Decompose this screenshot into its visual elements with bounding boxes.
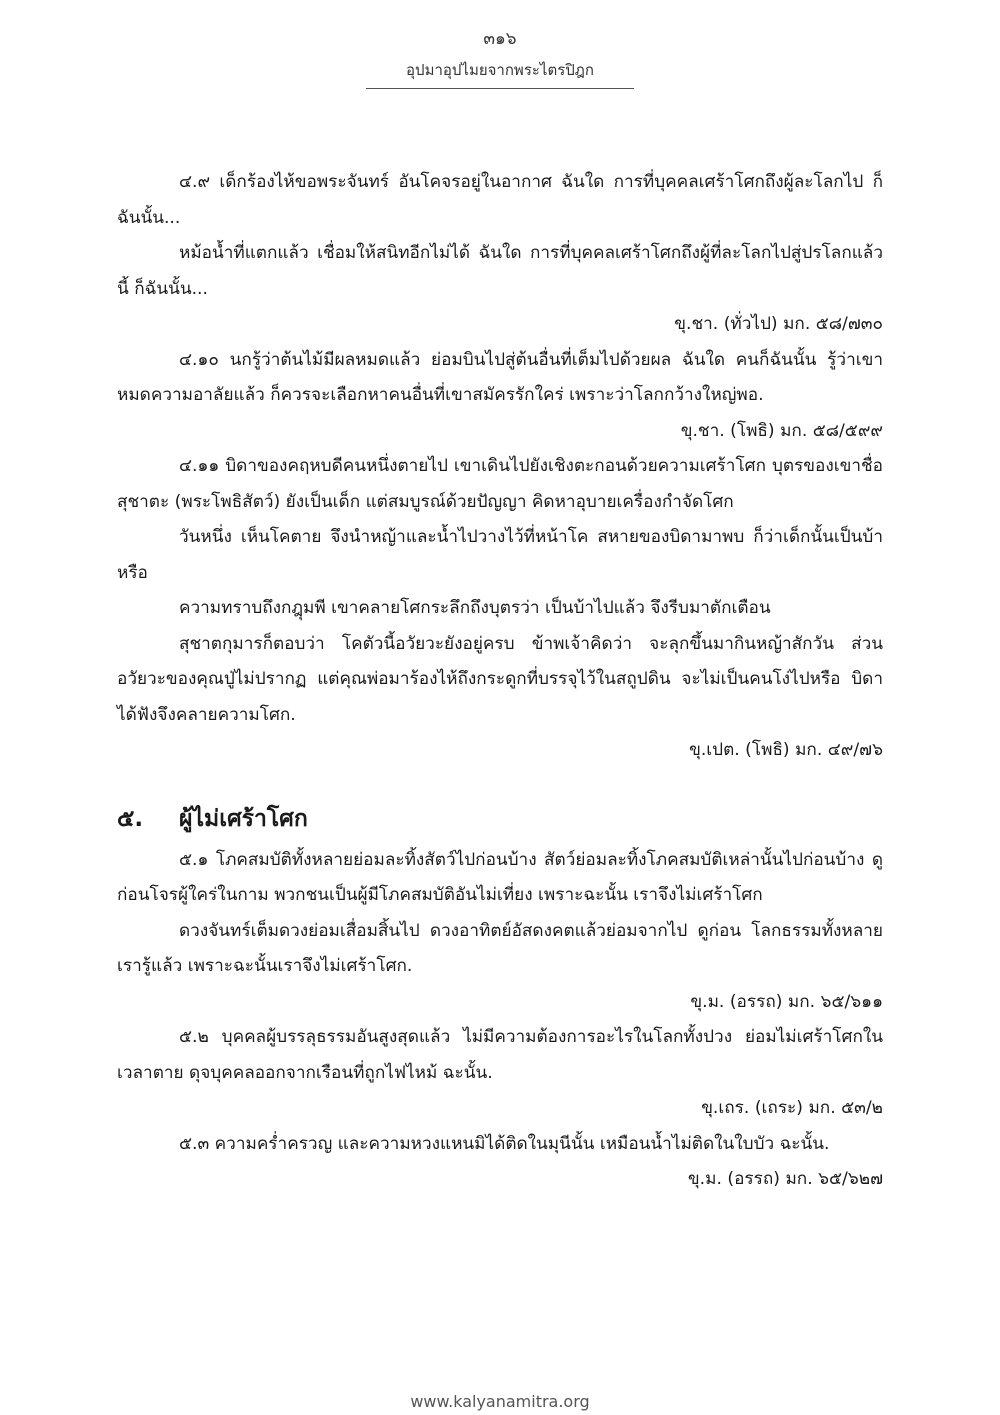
citation: ขุ.เปต. (โพธิ) มก. ๔๙/๗๖ <box>689 740 883 760</box>
paragraph: ๔.๑๑ บิดาของคฤหบดีคนหนึ่งตายไป เขาเดินไปยังเชิงตะกอนด้วยความเศร้าโศก บุตรของเขาชื่อ สุชาตะ (พระโพธิสัตว์) ยังเป็นเด็ก แต่สมบูรณ์ด้วยปัญญา คิดหาอุบายเครื่องกำจัดโศก <box>117 456 883 512</box>
paragraph: หม้อน้ำที่แตกแล้ว เชื่อมให้สนิทอีกไม่ได้ ฉันใด การที่บุคคลเศร้าโศกถึงผู้ที่ละโลกไปสู่ปรโลกแล้วนี้ ก็ฉันนั้น... <box>117 243 883 299</box>
book-title: อุปมาอุปไมยจากพระไตรปิฎก <box>406 61 594 79</box>
paragraph: ความทราบถึงกฎุมพี เขาคลายโศกระลึกถึงบุตรว่า เป็นบ้าไปแล้ว จึงรีบมาตักเตือน <box>179 598 771 618</box>
paragraph: ๕.๒ บุคคลผู้บรรลุธรรมอันสูงสุดแล้ว ไม่มีความต้องการอะไรในโลกทั้งปวง ย่อมไม่เศร้าโศกในเวลาตาย ดุจบุคคลออกจากเรือนที่ถูกไฟไหม้ ฉะนั้น. <box>117 1027 883 1083</box>
header-rule <box>366 88 634 89</box>
page-content <box>117 165 883 1198</box>
paragraph: ๕.๑ โภคสมบัติทั้งหลายย่อมละทิ้งสัตว์ไปก่อนบ้าง สัตว์ย่อมละทิ้งโภคสมบัติเหล่านั้นไปก่อนบ้าง ดูก่อนโจรผู้ใคร่ในกาม พวกชนเป็นผู้มีโภคสมบัติอันไม่เที่ยง เพราะฉะนั้น เราจึงไม่เศร้าโศก <box>117 849 883 905</box>
footer-url: www.kalyanamitra.org <box>410 1392 590 1411</box>
paragraph: สุชาตกุมารก็ตอบว่า โคตัวนี้อวัยวะยังอยู่ครบ ข้าพเจ้าคิดว่า จะลุกขึ้นมากินหญ้าสักวัน ส่วนอวัยวะของคุณปู่ไม่ปรากฏ แต่คุณพ่อมาร้องไห้ถึงกระดูกที่บรรจุไว้ในสถูปดิน จะไม่เป็นคนโง่ไปหรือ บิดาได้ฟังจึงคลายความโศก. <box>117 633 883 725</box>
paragraph: ๕.๓ ความคร่ำครวญ และความหวงแหนมิได้ติดในมุนีนั้น เหมือนน้ำไม่ติดในใบบัว ฉะนั้น. <box>179 1133 830 1154</box>
paragraph: ๔.๙ เด็กร้องไห้ขอพระจันทร์ อันโคจรอยู่ในอากาศ ฉันใด การที่บุคคลเศร้าโศกถึงผู้ละโลกไป ก็ฉันนั้น... <box>117 172 883 228</box>
paragraph: ๔.๑๐ นกรู้ว่าต้นไม้มีผลหมดแล้ว ย่อมบินไปสู่ต้นอื่นที่เต็มไปด้วยผล ฉันใด คนก็ฉันนั้น รู้ว่าเขาหมดความอาลัยแล้ว ก็ควรจะเลือกหาคนอื่นที่เขาสมัครรักใคร่ เพราะว่าโลกกว้างใหญ่พอ. <box>117 349 883 405</box>
citation: ขุ.ม. (อรรถ) มก. ๖๕/๖๑๑ <box>690 991 883 1012</box>
citation: ขุ.ชา. (โพธิ) มก. ๕๘/๕๙๙ <box>680 420 883 441</box>
section-number: ๕. <box>117 805 144 832</box>
paragraph: ดวงจันทร์เต็มดวงย่อมเสื่อมสิ้นไป ดวงอาทิตย์อัสดงคตแล้วย่อมจากไป ดูก่อน โลกธรรมทั้งหลาย เรารู้แล้ว เพราะฉะนั้นเราจึงไม่เศร้าโศก. <box>117 920 883 976</box>
section-heading <box>117 797 883 841</box>
paragraph: วันหนึ่ง เห็นโคตาย จึงนำหญ้าและน้ำไปวางไว้ที่หน้าโค สหายของบิดามาพบ ก็ว่าเด็กนั้นเป็นบ้าหรือ <box>117 527 883 583</box>
citation: ขุ.เถร. (เถระ) มก. ๕๓/๒ <box>701 1098 883 1118</box>
citation: ขุ.ชา. (ทั่วไป) มก. ๕๘/๗๓๐ <box>674 314 883 334</box>
page-number: ๓๑๖ <box>483 29 517 49</box>
section-title: ผู้ไม่เศร้าโศก <box>179 805 308 832</box>
citation: ขุ.ม. (อรรถ) มก. ๖๕/๖๒๗ <box>687 1169 883 1189</box>
page-header <box>0 28 1000 89</box>
